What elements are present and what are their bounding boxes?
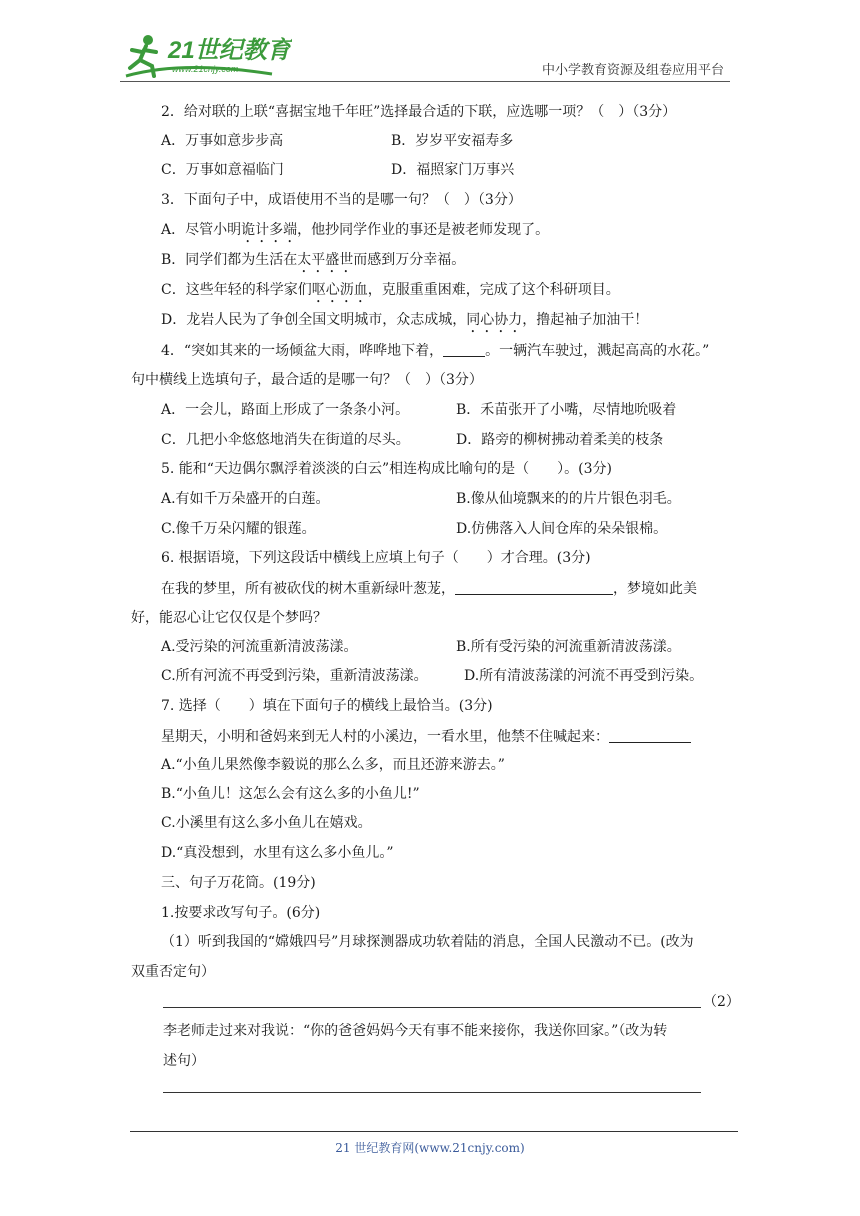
q4-option-d: D．路旁的柳树拂动着柔美的枝条 [456,432,664,448]
q3-option-c: C．这些年轻的科学家们呕心沥血，克服重重困难，完成了这个科研项目。 [161,282,620,298]
section-3-item2-cont: 述句） [163,1053,205,1069]
site-logo [122,30,292,82]
q6-option-a: A.受污染的河流重新清波荡漾。 [161,639,358,655]
page-footer: 21 世纪教育网(www.21cnjy.com) [335,1141,525,1155]
idiom-emphasis: 同心协力 [466,312,523,328]
fill-blank [609,726,691,743]
idiom-emphasis: 呕心沥血 [311,282,368,298]
q3-option-d: D．龙岩人民为了争创全国文明城市，众志成城，同心协力，撸起袖子加油干！ [161,312,649,328]
answer-line [163,1092,701,1093]
q7-option-c: C.小溪里有这么多小鱼儿在嬉戏。 [161,815,372,831]
platform-tagline: 中小学教育资源及组卷应用平台 [541,63,724,78]
q5-option-c: C.像千万朵闪耀的银莲。 [161,521,316,537]
question-5-stem: 5. 能和“天边偶尔飘浮着淡淡的白云”相连构成比喻句的是（ ）。(3分) [161,461,612,477]
question-6-text: 在我的梦里，所有被砍伐的树木重新绿叶葱茏， ，梦境如此美 [161,578,697,598]
question-7-text: 星期天，小明和爸妈来到无人村的小溪边，一看水里，他禁不住喊起来： [161,726,691,746]
question-6-stem: 6. 根据语境，下列这段话中横线上应填上句子（ ）才合理。(3分) [161,550,591,566]
q7-option-b: B.“小鱼儿！这怎么会有这么多的小鱼儿!” [161,786,420,802]
question-7-stem: 7. 选择（ ）填在下面句子的横线上最恰当。(3分) [161,698,493,714]
answer-line [163,1007,701,1008]
section-3-item1-cont: 双重否定句） [131,964,215,980]
svg-text:21世纪教育: 21世纪教育 [168,37,291,64]
q5-option-d: D.仿佛落入人间仓库的朵朵银棉。 [456,521,668,537]
q5-option-b: B.像从仙境飘来的的片片银色羽毛。 [456,491,681,507]
footer-divider [130,1131,738,1132]
idiom-emphasis: 太平盛世 [297,252,354,268]
fill-blank [455,578,613,595]
q3-option-a: A．尽管小明诡计多端，他抄同学作业的事还是被老师发现了。 [161,222,550,238]
idiom-emphasis: 诡计多端 [241,222,298,238]
header-divider [120,81,730,82]
q2-option-a: A．万事如意步步高 [161,133,284,149]
question-3-stem: 3．下面句子中，成语使用不当的是哪一句？（ ）（3分） [161,192,522,208]
section-3-title: 三、句子万花筒。(19分) [161,875,316,891]
page-header [0,0,860,90]
q6-option-c: C.所有河流不再受到污染，重新清波荡漾。 [161,668,428,684]
q4-option-b: B．禾苗张开了小嘴，尽情地吮吸着 [456,402,677,418]
q2-option-c: C．万事如意福临门 [161,162,284,178]
svg-text:www.21cnjy.com: www.21cnjy.com [172,64,239,74]
q2-option-d: D．福照家门万事兴 [391,162,515,178]
q6-option-d: D.所有清波荡漾的河流不再受到污染。 [464,668,704,684]
q4-option-c: C．几把小伞悠悠地消失在街道的尽头。 [161,432,410,448]
q2-option-b: B．岁岁平安福寿多 [391,133,514,149]
question-6-text-cont: 好，能忍心让它仅仅是个梦吗？ [131,610,327,626]
q5-option-a: A.有如千万朵盛开的白莲。 [161,491,330,507]
fill-blank [443,340,485,357]
q4-option-a: A．一会儿，路面上形成了一条条小河。 [161,402,410,418]
section-3-item2-number: （2） [703,994,740,1010]
question-2-stem: 2．给对联的上联“喜据宝地千年旺”选择最合适的下联，应选哪一项？（ ）（3分） [161,104,677,120]
q3-option-b: B．同学们都为生活在太平盛世而感到万分幸福。 [161,252,466,268]
question-4-stem: 4．“突如其来的一场倾盆大雨，哗哗地下着， 。一辆汽车驶过，溅起高高的水花。” [161,340,709,360]
question-4-stem-cont: 句中横线上选填句子，最合适的是哪一句？（ ）（3分） [131,372,483,388]
q7-option-d: D.“真没想到，水里有这么多小鱼儿。” [161,845,394,861]
q6-option-b: B.所有受污染的河流重新清波荡漾。 [456,639,681,655]
q7-option-a: A.“小鱼儿果然像李毅说的那么么多，而且还游来游去。” [161,757,505,773]
section-3-sub1: 1.按要求改写句子。(6分) [161,905,321,921]
section-3-item2: 李老师走过来对我说：“你的爸爸妈妈今天有事不能来接你，我送你回家。”（改为转 [163,1023,668,1039]
section-3-item1: （1）听到我国的“嫦娥四号”月球探测器成功软着陆的消息，全国人民激动不已。(改为 [161,934,694,950]
